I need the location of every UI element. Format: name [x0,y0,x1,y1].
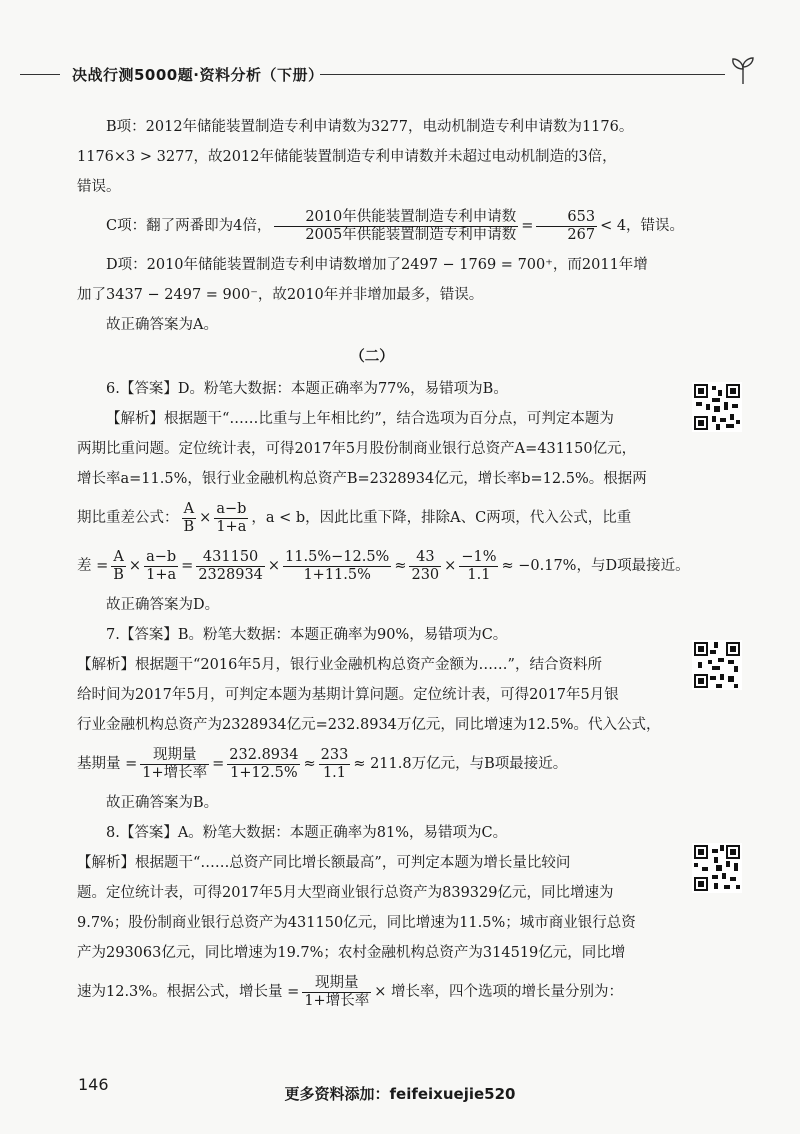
qr-code-icon[interactable] [692,640,742,690]
qr-code-icon[interactable] [692,382,742,432]
q7-analysis-2: 给时间为2017年5月，可判定本题为基期计算问题。定位统计表，可得2017年5月银 [77,687,619,703]
q7-analysis-4: 基期量 = $\frac{\text{现期量}}{\text{1+增长率}}$ = $\frac{232.8934}{1+12.5\%}$ ≈ $\frac{233}{1.1}$ ≈ 211.8万亿元，与B项最接近。 [77,746,568,781]
fraction: $\frac{A}{B}$ [113,548,124,583]
q7-answer-head: 7.【答案】B。粉笔大数据：本题正确率为90%，易错项为C。 [106,627,508,643]
fraction: $\frac{a-b}{1+a}$ [146,548,177,583]
fraction: $\frac{A}{B}$ [183,500,195,535]
q6-analysis-2: 两期比重问题。定位统计表，可得2017年5月股份制商业银行总资产A=431150亿元， [77,441,637,457]
fraction: $\frac{232.8934}{1+12.5\%}$ [229,746,299,781]
fraction: $\frac{11.5\%-12.5\%}{1+11.5\%}$ [285,548,390,583]
q5-option-d-line2: 加了3437 − 2497 = 900⁻，故2010年并非增加最多，错误。 [77,287,484,303]
q6-analysis-5: 差 = $\frac{A}{B}$ × $\frac{a-b}{1+a}$ = $\frac{431150}{2328934}$ × $\frac{11.5\%-12.5\%}{1+11.5\%}$ ≈ $\frac{43}{230}$ × $\frac{-1\%}{1.1}$ ≈ −0.17%，与D项最接近。 [77,548,690,583]
q6-analysis-3: 增长率a=11.5%，银行业金融机构总资产B=2328934亿元，增长率b=12.5%。根据两 [77,471,647,487]
fraction: $\frac{233}{1.1}$ [320,746,349,781]
header-title: 决战行测5000题·资料分析（下册） [72,66,324,84]
fraction: $\frac{-1\%}{1.1}$ [461,548,497,583]
header-rule-left [20,74,60,75]
q7-analysis-3: 行业金融机构总资产为2328934亿元=232.8934万亿元，同比增速为12.5%。代入公式， [77,717,661,733]
q5-option-d: D项：2010年储能装置制造专利申请数增加了2497 − 1769 = 700⁺，而2011年增 [106,257,648,273]
q8-answer-head: 8.【答案】A。粉笔大数据：本题正确率为81%，易错项为C。 [106,825,508,841]
q5-option-c: C项：翻了两番即为4倍， $\frac{\text{2010年供能装置制造专利申请数}}{\text{2005年供能装置制造专利申请数}}$ = $\frac{653}{267}$ < 4，错误。 [106,208,685,243]
q8-analysis-2: 题。定位统计表，可得2017年5月大型商业银行总资产为839329亿元，同比增速为 [77,885,614,901]
fraction: $\frac{43}{230}$ [411,548,440,583]
q5-answer: 故正确答案为A。 [106,317,218,333]
header-rule-right [320,74,725,75]
sprout-icon [726,54,760,88]
q8-analysis-4: 产为293063亿元，同比增速为19.7%；农村金融机构总资产为314519亿元，同比增 [77,945,626,961]
q6-final-answer: 故正确答案为D。 [106,597,220,613]
q6-analysis-4: 期比重差公式： $\frac{A}{B}$ × $\frac{a-b}{1+a}$ ，a < b，因此比重下降，排除A、C两项，代入公式，比重 [77,500,632,535]
q7-final-answer: 故正确答案为B。 [106,795,219,811]
q6-analysis-1: 【解析】根据题干“……比重与上年相比约”，结合选项为百分点，可判定本题为 [106,411,614,427]
q5-option-b-line2: 1176×3 > 3277，故2012年储能装置制造专利申请数并未超过电动机制造的3倍， [77,149,617,165]
fraction: $\frac{431150}{2328934}$ [198,548,263,583]
q5-option-b: B项：2012年储能装置制造专利申请数为3277，电动机制造专利申请数为1176。 [106,119,634,135]
page-content [77,112,690,1016]
q6-answer-head: 6.【答案】D。粉笔大数据：本题正确率为77%，易错项为B。 [106,381,508,397]
q5-option-b-line3: 错误。 [77,179,121,195]
fraction: $\frac{a-b}{1+a}$ [216,500,247,535]
q7-analysis-1: 【解析】根据题干“2016年5月，银行业金融机构总资产金额为……”，结合资料所 [77,657,602,673]
qr-code-icon[interactable] [692,843,742,893]
section-title: （二） [350,348,394,365]
fraction: $\frac{653}{267}$ [536,209,597,244]
page-number: 146 [78,1075,109,1094]
fraction: $\frac{\text{现期量}}{\text{1+增长率}}$ [304,974,370,1009]
q8-analysis-3: 9.7%；股份制商业银行总资产为431150亿元，同比增速为11.5%；城市商业银行总资 [77,915,636,931]
q8-analysis-1: 【解析】根据题干“……总资产同比增长额最高”，可判定本题为增长量比较问 [77,855,571,871]
running-header [20,62,780,86]
q8-analysis-5: 速为12.3%。根据公式，增长量 = $\frac{\text{现期量}}{\text{1+增长率}}$ × 增长率，四个选项的增长量分别为： [77,974,623,1009]
fraction: $\frac{\text{现期量}}{\text{1+增长率}}$ [142,746,208,781]
fraction: $\frac{\text{2010年供能装置制造专利申请数}}{\text{2005年供能装置制造专利申请数}}$ [274,209,518,244]
footer-note: 更多资料添加：feifeixuejie520 [284,1085,516,1103]
